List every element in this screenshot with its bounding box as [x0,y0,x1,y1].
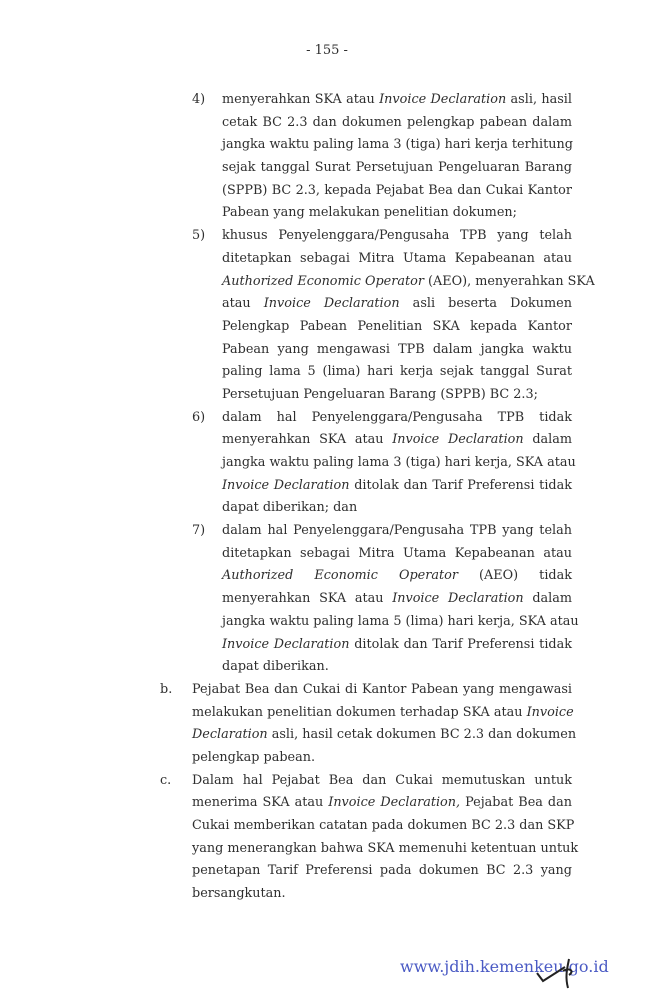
page-number: - 155 - [306,43,348,58]
text-line [222,656,572,679]
list-item-7 [0,520,654,679]
text-line [192,770,572,793]
text-segment: jangka waktu paling lama 3 (tiga) hari kerja terhitung [222,137,573,153]
italic-term: Invoice Declaration [379,92,507,107]
text-line [222,339,572,362]
text-line [192,702,572,725]
text-segment: asli beserta Dokumen [399,296,572,312]
text-line [192,724,577,747]
italic-term: Authorized Economic Operator [222,273,424,289]
italic-term: Authorized Economic Operator [222,568,458,584]
text-line [222,429,572,452]
text-segment: (SPPB) BC 2.3, kepada Pejabat Bea dan Cukai Kantor [222,182,572,198]
text-line [222,520,572,543]
text-line [222,634,572,657]
text-segment: pelengkap pabean. [192,749,316,765]
footer-url[interactable]: www.jdih.kemenkeu.go.id [400,957,609,976]
text-segment: dalam [523,432,572,448]
list-marker: c. [160,772,172,788]
text-line [222,588,572,611]
list-item-5 [0,225,654,407]
text-line [222,134,572,157]
text-line [192,815,575,838]
text-segment: dalam hal Penyelenggara/Pengusaha TPB yang telah [222,523,572,539]
italic-term: Invoice Declaration [392,591,524,607]
text-segment: Pejabat Bea dan Cukai di Kantor Pabean yang mengawasi [192,681,572,697]
italic-term: Invoice Declaration, [328,795,461,811]
text-segment: ditolak dan Tarif Preferensi tidak [349,636,572,652]
text-segment: bersangkutan. [192,886,286,902]
text-segment: menyerahkan SKA atau [222,92,380,107]
text-segment: jangka waktu paling lama 5 (lima) hari kerja, SKA atau [222,613,579,629]
italic-term: Declaration [192,727,268,743]
text-line [222,407,572,430]
text-line [192,838,579,861]
text-segment: atau [222,296,264,312]
text-line [222,452,576,475]
text-segment: dalam [523,591,572,607]
list-marker: 6) [192,409,206,425]
text-segment: melakukan penelitian dokumen terhadap SKA atau [192,704,527,720]
text-line [222,361,572,384]
text-segment: Pabean yang mengawasi TPB dalam jangka waktu [222,341,572,357]
text-line [192,747,572,770]
italic-term: Invoice Declaration [222,477,350,493]
text-segment: asli, hasil cetak dokumen BC 2.3 dan dokumen [267,727,577,743]
italic-term: Invoice Declaration [263,296,400,312]
text-line [192,860,572,883]
text-line [192,679,572,702]
text-segment: cetak BC 2.3 dan dokumen pelengkap pabean dalam [222,114,572,130]
text-segment: Pejabat Bea dan [460,795,572,811]
text-line [222,316,572,339]
list-marker: b. [160,681,173,697]
text-segment: menyerahkan SKA atau [222,432,393,448]
text-line [222,384,572,407]
text-segment: asli, hasil [506,92,572,107]
text-segment: jangka waktu paling lama 3 (tiga) hari kerja, SKA atau [222,455,576,470]
italic-term: Invoice [526,704,574,720]
text-line [222,293,572,316]
list-item-6 [0,407,654,520]
text-segment: paling lama 5 (lima) hari kerja sejak tanggal Surat [222,364,572,380]
text-line [222,157,572,180]
document-body [0,89,654,906]
text-segment: Pelengkap Pabean Penelitian SKA kepada Kantor [222,318,572,334]
list-marker: 4) [192,92,206,107]
text-segment: ditolak dan Tarif Preferensi tidak [349,477,572,493]
text-segment: ditetapkan sebagai Mitra Utama Kepabeanan atau [222,545,572,561]
text-segment: Dalam hal Pejabat Bea dan Cukai memutuskan untuk [192,772,572,788]
text-segment: (AEO) tidak [457,568,572,584]
list-marker: 7) [192,523,206,539]
text-segment: sejak tanggal Surat Persetujuan Pengeluaran Barang [222,160,572,176]
list-item-c [0,770,654,906]
text-segment: penetapan Tarif Preferensi pada dokumen BC 2.3 yang [192,863,572,879]
text-segment: dapat diberikan; dan [222,500,358,516]
text-line [222,565,572,588]
text-segment: dapat diberikan. [222,659,329,675]
list-marker: 5) [192,228,206,244]
text-line [222,202,572,225]
italic-term: Invoice Declaration [222,636,350,652]
text-line [222,611,579,634]
text-line [222,497,572,520]
text-line [222,112,572,135]
text-line [192,792,572,815]
text-segment: Cukai memberikan catatan pada dokumen BC 2.3 dan SKP [192,818,575,833]
text-line [222,180,572,203]
list-item-b [0,679,654,770]
text-segment: yang menerangkan bahwa SKA memenuhi ketentuan untuk [192,840,579,856]
text-line [192,883,572,906]
signature-initial-icon [535,955,585,989]
text-segment: khusus Penyelenggara/Pengusaha TPB yang telah [222,228,572,244]
text-segment: ditetapkan sebagai Mitra Utama Kepabeanan atau [222,250,572,266]
list-item-4 [0,89,654,225]
italic-term: Invoice Declaration [392,432,524,448]
text-line [222,271,595,294]
text-segment: Pabean yang melakukan penelitian dokumen; [222,205,517,221]
text-segment: menyerahkan SKA atau [222,591,393,607]
text-segment: menerima SKA atau [192,795,329,811]
text-segment: (AEO), menyerahkan SKA [423,273,595,289]
text-segment: Persetujuan Pengeluaran Barang (SPPB) BC 2.3; [222,386,538,402]
text-line [222,543,572,566]
text-segment: dalam hal Penyelenggara/Pengusaha TPB tidak [222,409,572,425]
text-line [222,248,572,271]
text-line [222,89,572,112]
text-line [222,475,572,498]
text-line [222,225,572,248]
